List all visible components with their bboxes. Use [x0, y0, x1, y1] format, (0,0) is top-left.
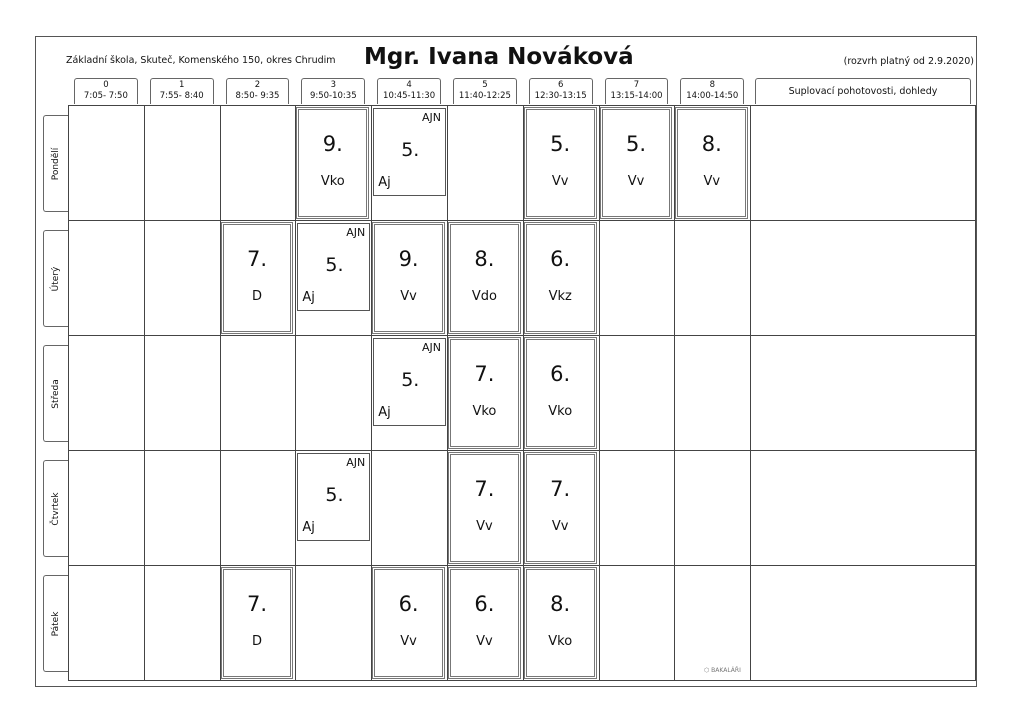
lesson-class: 5.	[401, 139, 420, 161]
lesson-class: 5.	[401, 369, 420, 391]
lesson-card[interactable]	[524, 107, 597, 219]
logo-text: BAKALÁŘI	[711, 667, 741, 674]
lesson-group: AJN	[421, 341, 441, 354]
lesson-subject: Vv	[476, 519, 493, 534]
period-time: 8:50- 9:35	[235, 91, 280, 101]
period-time: 11:40-12:25	[458, 91, 511, 101]
period-number: 7	[633, 80, 640, 90]
lesson-card[interactable]	[675, 107, 748, 219]
lesson-subject: Vdo	[471, 289, 497, 304]
teacher-name: Mgr. Ivana Nováková	[364, 44, 634, 70]
lesson-subject: Vv	[400, 289, 417, 304]
lesson-class: 7.	[550, 477, 571, 501]
lesson-subject: Aj	[378, 405, 391, 420]
lesson-card[interactable]	[524, 337, 597, 449]
lesson-group: AJN	[421, 111, 441, 124]
period-header-7	[605, 78, 669, 104]
lesson-class: 6.	[550, 362, 571, 386]
lesson-group: AJN	[346, 226, 366, 239]
lesson-card[interactable]	[448, 222, 521, 334]
period-time: 7:05- 7:50	[83, 91, 128, 101]
lesson-class: 7.	[246, 247, 268, 271]
period-number: 8	[709, 80, 715, 90]
lesson-card[interactable]	[600, 107, 673, 219]
day-tab	[43, 230, 68, 327]
lesson-card[interactable]	[448, 337, 521, 449]
lesson-class: 5.	[625, 132, 647, 156]
period-time: 12:30-13:15	[534, 91, 587, 101]
day-tab	[43, 460, 68, 557]
lesson-card-group[interactable]	[373, 108, 446, 196]
lesson-class: 7.	[474, 477, 495, 501]
period-time: 14:00-14:50	[686, 91, 739, 101]
period-time: 10:45-11:30	[383, 91, 436, 101]
lesson-class: 5.	[325, 484, 344, 506]
lesson-class: 9.	[322, 132, 343, 156]
lesson-class: 7.	[246, 592, 268, 616]
lesson-class: 7.	[474, 362, 495, 386]
period-number: 3	[330, 80, 336, 90]
column-divider	[750, 106, 751, 680]
period-header-0	[74, 78, 138, 104]
period-number: 0	[103, 80, 109, 90]
lesson-subject: Vko	[548, 634, 573, 649]
school-name: Základní škola, Skuteč, Komenského 150, okres Chrudim	[66, 55, 336, 66]
lesson-card[interactable]	[221, 222, 294, 334]
lesson-subject: Vko	[320, 174, 345, 189]
day-label: Čtvrtek	[51, 491, 61, 526]
period-number: 5	[482, 80, 488, 90]
lesson-card[interactable]	[524, 567, 597, 679]
lesson-card[interactable]	[448, 567, 521, 679]
lesson-class: 6.	[398, 592, 419, 616]
lesson-class: 8.	[550, 592, 571, 616]
period-time: 9:50-10:35	[309, 91, 357, 101]
lesson-card[interactable]	[448, 452, 521, 564]
lesson-subject: Vv	[400, 634, 417, 649]
lesson-card-group[interactable]	[297, 453, 370, 541]
lesson-class: 6.	[550, 247, 571, 271]
lesson-card-group[interactable]	[373, 338, 446, 426]
period-number: 4	[406, 80, 412, 90]
valid-from: (rozvrh platný od 2.9.2020)	[843, 56, 974, 67]
lesson-subject: Vv	[627, 174, 645, 189]
day-tab	[43, 575, 68, 672]
day-tab	[43, 345, 68, 442]
lesson-class: 8.	[701, 132, 722, 156]
day-label: Pátek	[51, 611, 61, 636]
period-header-1	[150, 78, 214, 104]
lesson-subject: Vv	[476, 634, 493, 649]
timetable-grid	[68, 105, 976, 681]
lesson-subject: D	[251, 634, 262, 649]
lesson-class: 9.	[398, 247, 419, 271]
lesson-subject: Vkz	[548, 289, 572, 304]
period-header-6	[529, 78, 593, 104]
lesson-card[interactable]	[524, 222, 597, 334]
lesson-card[interactable]	[372, 222, 445, 334]
lesson-subject: Aj	[302, 520, 315, 535]
period-header-3	[301, 78, 365, 104]
period-number: 6	[557, 80, 564, 90]
lesson-card-group[interactable]	[297, 223, 370, 311]
day-label: Středa	[51, 378, 61, 409]
day-tab	[43, 115, 68, 212]
lesson-subject: Aj	[302, 290, 315, 305]
day-label: Pondělí	[51, 147, 61, 180]
period-number: 2	[254, 80, 261, 90]
lesson-subject: Vv	[551, 519, 569, 534]
supervision-header: Suplovací pohotovosti, dohledy	[755, 78, 971, 104]
period-time: 13:15-14:00	[610, 91, 663, 101]
lesson-class: 5.	[325, 254, 344, 276]
lesson-card[interactable]	[524, 452, 597, 564]
period-time: 7:55- 8:40	[159, 91, 204, 101]
lesson-card[interactable]	[221, 567, 294, 679]
lesson-subject: Vv	[551, 174, 569, 189]
logo-icon: ⬡	[704, 667, 710, 674]
bakalari-logo	[704, 667, 741, 674]
period-header-8	[680, 78, 744, 104]
lesson-group: AJN	[346, 456, 366, 469]
period-header-4	[377, 78, 441, 104]
lesson-subject: Vko	[548, 404, 573, 419]
lesson-class: 8.	[474, 247, 495, 271]
lesson-subject: D	[251, 289, 262, 304]
day-label: Úterý	[51, 266, 61, 291]
lesson-card[interactable]	[296, 107, 369, 219]
lesson-subject: Vko	[472, 404, 497, 419]
column-divider	[144, 106, 145, 680]
lesson-subject: Aj	[378, 175, 391, 190]
period-header-5	[453, 78, 517, 104]
lesson-class: 6.	[474, 592, 495, 616]
lesson-subject: Vv	[703, 174, 721, 189]
period-header-2	[226, 78, 290, 104]
lesson-class: 5.	[550, 132, 571, 156]
period-number: 1	[178, 80, 185, 90]
lesson-card[interactable]	[372, 567, 445, 679]
